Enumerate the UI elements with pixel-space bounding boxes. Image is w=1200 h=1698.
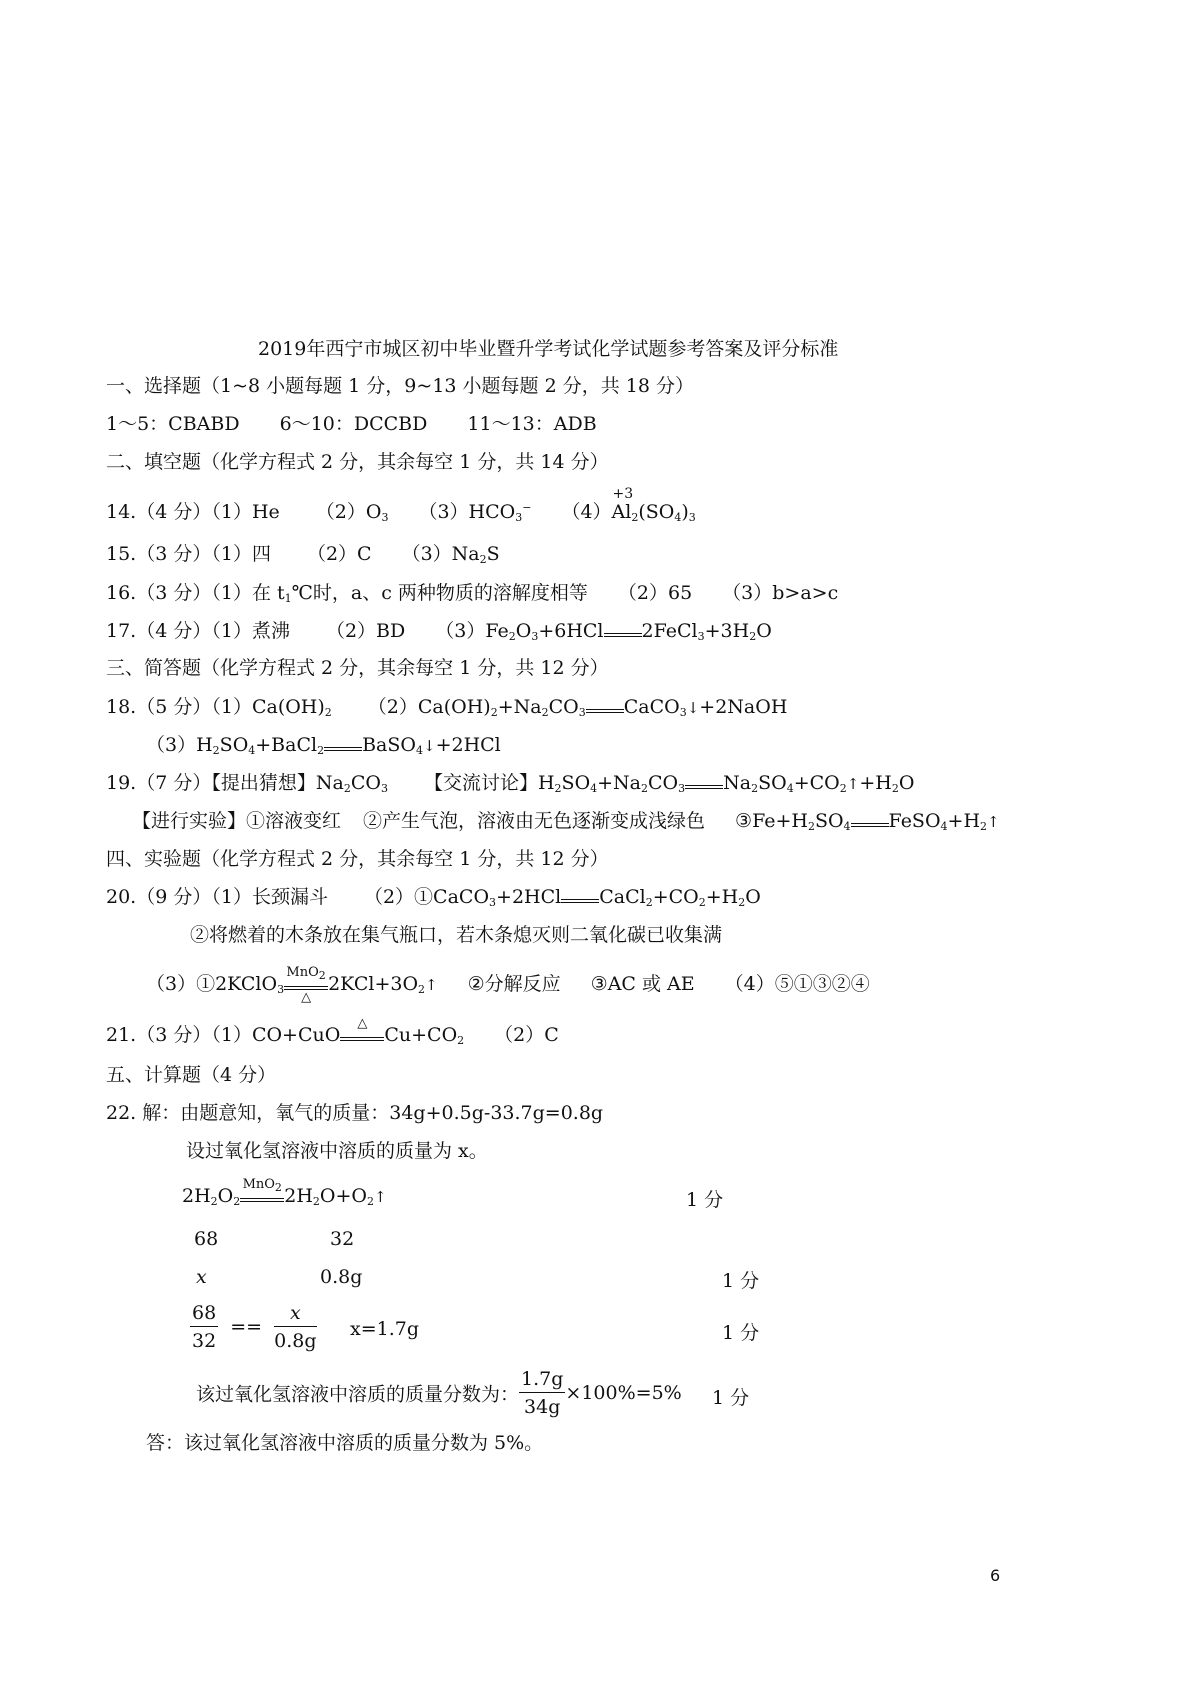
question-20: 20.（9 分）（1）长颈漏斗 （2）①CaCO$_3$+2HCl $CaCl_2+CO_2+H_2O$: [106, 886, 761, 909]
question-18: 18.（5 分）$(1)Ca(OH)_2$ $(2)Ca(OH)_2+Na_2CO_3$ CaCO$_3$↓+2NaOH: [106, 696, 788, 719]
reaction-condition: [340, 1016, 384, 1041]
valence-mark: +3: [612, 486, 634, 502]
equals-sign: [324, 747, 362, 751]
reaction-condition: MnO$_2$: [240, 1192, 284, 1202]
heat-icon: △: [357, 1016, 368, 1031]
question-15: 15.（3 分）（1）四 （2）C $(3)Na_2S$: [106, 543, 500, 566]
question-19-line-2: 【进行实验】①溶液变红 ②产生气泡，溶液由无色逐渐变成浅绿色 $③Fe+H_2SO_4$ $FeSO_4+H_2↑$: [132, 810, 1000, 833]
gas-arrow-icon: ↑: [987, 813, 1000, 831]
fraction-68-32: $\frac{68}{32}$: [192, 1302, 217, 1352]
oxygen-mass: 0.8g: [320, 1266, 363, 1288]
unknown-x: x: [196, 1266, 207, 1288]
score-mark: 1 分: [722, 1270, 760, 1292]
gas-arrow-icon: ↑: [425, 976, 438, 994]
mass-fraction-line: 该过氧化氢溶液中溶质的质量分数为： $\frac{1.7g}{34g}$ ×100%=5%: [196, 1368, 682, 1418]
question-17: 17.（4 分）（1）煮沸 （2）BD $(3)Fe_2O_3+6HCl$ $2FeCl_3+3H_2O$: [106, 620, 772, 643]
fraction-x-mass: $\frac{x}{0.8g}$: [274, 1302, 317, 1352]
reaction-condition: MnO$_2$ △: [284, 980, 328, 990]
section-heading-5: 五、计算题（4 分）: [106, 1064, 277, 1086]
question-20-line-2: ②将燃着的木条放在集气瓶口，若木条熄灭则二氧化碳已收集满: [190, 924, 723, 946]
question-21: 21.（3 分）（1）CO+CuO △ $Cu+CO_2$ （2）C: [106, 1016, 559, 1047]
final-answer: 答：该过氧化氢溶液中溶质的质量分数为 5%。: [146, 1432, 544, 1454]
equals-sign: [586, 709, 624, 713]
equals-sign: [604, 633, 642, 637]
equals-sign: [561, 899, 599, 903]
question-14: 14.（4 分）（1）He $(2)O_3$ $(3)HCO_3^-$ （4） +3 $Al_2(SO_4)_3$: [106, 486, 696, 524]
section-heading-4: 四、实验题（化学方程式 2 分，其余每空 1 分，共 12 分）: [106, 848, 609, 870]
equals-sign: [685, 785, 723, 789]
score-mark: 1 分: [722, 1322, 760, 1344]
molar-mass-o2: 32: [330, 1228, 355, 1250]
fraction-1.7-34: $\frac{1.7g}{34g}$: [521, 1368, 564, 1418]
page-title: 2019年西宁市城区初中毕业暨升学考试化学试题参考答案及评分标准: [258, 338, 839, 360]
heat-icon: △: [301, 990, 312, 1005]
molar-mass-h2o2: 68: [194, 1228, 219, 1250]
score-mark: 1 分: [686, 1189, 724, 1211]
section-heading-1: 一、选择题（1~8 小题每题 1 分，9~13 小题每题 2 分，共 18 分）: [106, 375, 694, 397]
gas-arrow-icon: ↑: [374, 1188, 387, 1206]
score-mark: 1 分: [712, 1387, 750, 1409]
question-18-line-2: $(3)H_2SO_4+BaCl_2$ BaSO$_4$↓+2HCl: [146, 734, 501, 757]
question-19: 19.（7 分）【提出猜想】$Na_2CO_3$ 【交流讨论】$H_2SO_4+Na_2CO_3$ $Na_2SO_4+CO_2↑+H_2O$: [106, 772, 915, 795]
result-x: x=1.7g: [350, 1318, 420, 1340]
question-20-line-3: （3）①2KClO$_3$ MnO$_2$ △ $2KCl+3O_2↑$ ②分解反应 ③AC 或 AE （4）⑤①③②④: [146, 965, 870, 1005]
answers-6-10: 6～10：DCCBD: [279, 413, 428, 435]
reaction-equation: $2H_2O_2$ MnO$_2$ $2H_2O+O_2↑$: [182, 1177, 387, 1208]
choice-answers: [106, 415, 597, 434]
question-22-line-1: 22. 解：由题意知，氧气的质量：34g+0.5g-33.7g=0.8g: [106, 1102, 604, 1124]
proportion-equation: $\frac{68}{32}$ == $\frac{x}{0.8g}$: [192, 1302, 317, 1352]
question-16: 16.（3 分）（1）在 $t_1℃$时，a、c 两种物质的溶解度相等 （2）65 （3）b>a>c: [106, 582, 839, 605]
precipitate-arrow-icon: ↓: [686, 699, 700, 717]
page-number: 6: [990, 1566, 1001, 1585]
section-heading-2: 二、填空题（化学方程式 2 分，其余每空 1 分，共 14 分）: [106, 451, 609, 473]
section-heading-3: 三、简答题（化学方程式 2 分，其余每空 1 分，共 12 分）: [106, 657, 609, 679]
question-22-line-2: 设过氧化氢溶液中溶质的质量为 x。: [186, 1140, 488, 1162]
answers-11-13: 11～13：ADB: [467, 413, 597, 435]
gas-arrow-icon: ↑: [846, 775, 860, 793]
precipitate-arrow-icon: ↓: [422, 737, 436, 755]
equals-sign: [851, 823, 889, 827]
answers-1-5: 1～5：CBABD: [106, 413, 240, 435]
